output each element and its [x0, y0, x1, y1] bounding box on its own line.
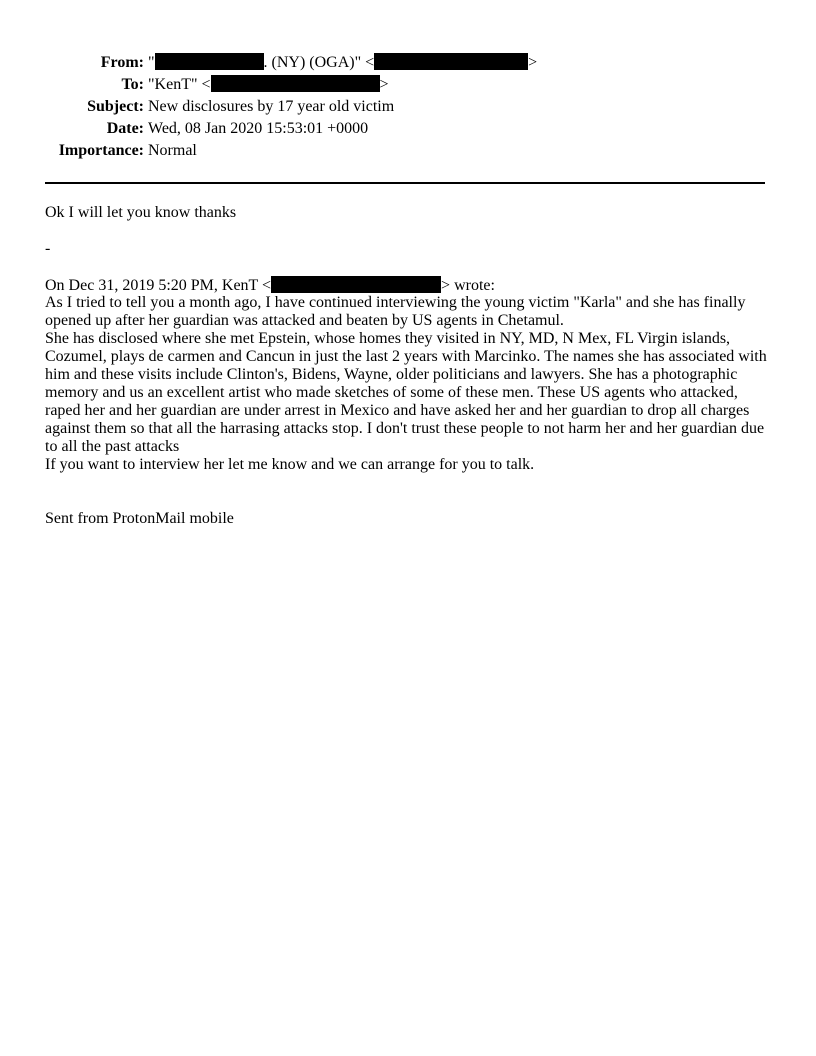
date-row	[0, 118, 816, 140]
signature-line: Sent from ProtonMail mobile	[45, 510, 234, 527]
quoted-line: him and these visits include Clinton's, Bidens, Wayne, older politicians and lawyers. She has a photographic	[45, 366, 738, 383]
from-row	[0, 52, 816, 74]
to-label: To:	[121, 76, 144, 93]
from-prefix: "	[148, 54, 155, 71]
quoted-message	[45, 276, 770, 474]
quoted-line: opened up after her guardian was attacked and beaten by US agents in Chetamul.	[45, 312, 564, 329]
subject-label: Subject:	[87, 98, 144, 115]
to-row	[0, 74, 816, 96]
quoted-line: If you want to interview her let me know and we can arrange for you to talk.	[45, 456, 535, 473]
quote-header	[45, 276, 770, 294]
importance-label: Importance:	[58, 142, 144, 159]
header-divider	[45, 182, 765, 184]
quoted-body	[45, 294, 770, 474]
from-suffix: >	[528, 54, 538, 71]
quoted-line: As I tried to tell you a month ago, I have continued interviewing the young victim "Karla" and she has finally	[45, 294, 746, 311]
date-value: Wed, 08 Jan 2020 15:53:01 +0000	[148, 120, 369, 137]
quoted-line: Cozumel, plays de carmen and Cancun in just the last 2 years with Marcinko. The names she has associated with	[45, 348, 767, 365]
reply-text	[45, 204, 770, 222]
redaction-box	[374, 53, 528, 70]
quote-header-suffix: > wrote:	[441, 277, 495, 294]
redaction-box	[271, 276, 441, 293]
redaction-box	[155, 53, 264, 70]
to-suffix: >	[379, 76, 389, 93]
redaction-box	[211, 75, 380, 92]
subject-value: New disclosures by 17 year old victim	[148, 98, 395, 115]
from-middle: . (NY) (OGA)" <	[263, 54, 375, 71]
importance-value: Normal	[148, 142, 197, 159]
quote-header-prefix: On Dec 31, 2019 5:20 PM, KenT <	[45, 277, 272, 294]
from-label: From:	[100, 54, 144, 71]
dash-line: -	[45, 240, 51, 257]
quoted-line: raped her and her guardian are under arrest in Mexico and have asked her and her guardian to drop all charges	[45, 402, 750, 419]
from-value	[148, 52, 537, 74]
quoted-line: memory and us an excellent artist who made sketches of some of these men. These US agents who attacked,	[45, 384, 738, 401]
to-prefix: "KenT" <	[148, 76, 211, 93]
date-label: Date:	[106, 120, 144, 137]
importance-row	[0, 140, 816, 162]
subject-row	[0, 96, 816, 118]
quoted-line: against them so that all the harrasing attacks stop. I don't trust these people to not harm her and her guardian due	[45, 420, 765, 437]
quoted-line: She has disclosed where she met Epstein, whose homes they visited in NY, MD, N Mex, FL Virgin islands,	[45, 330, 731, 347]
dash-separator	[45, 240, 770, 258]
to-value	[148, 74, 389, 96]
signature	[45, 510, 770, 528]
quoted-line: to all the past attacks	[45, 438, 180, 455]
reply-line: Ok I will let you know thanks	[45, 204, 237, 221]
